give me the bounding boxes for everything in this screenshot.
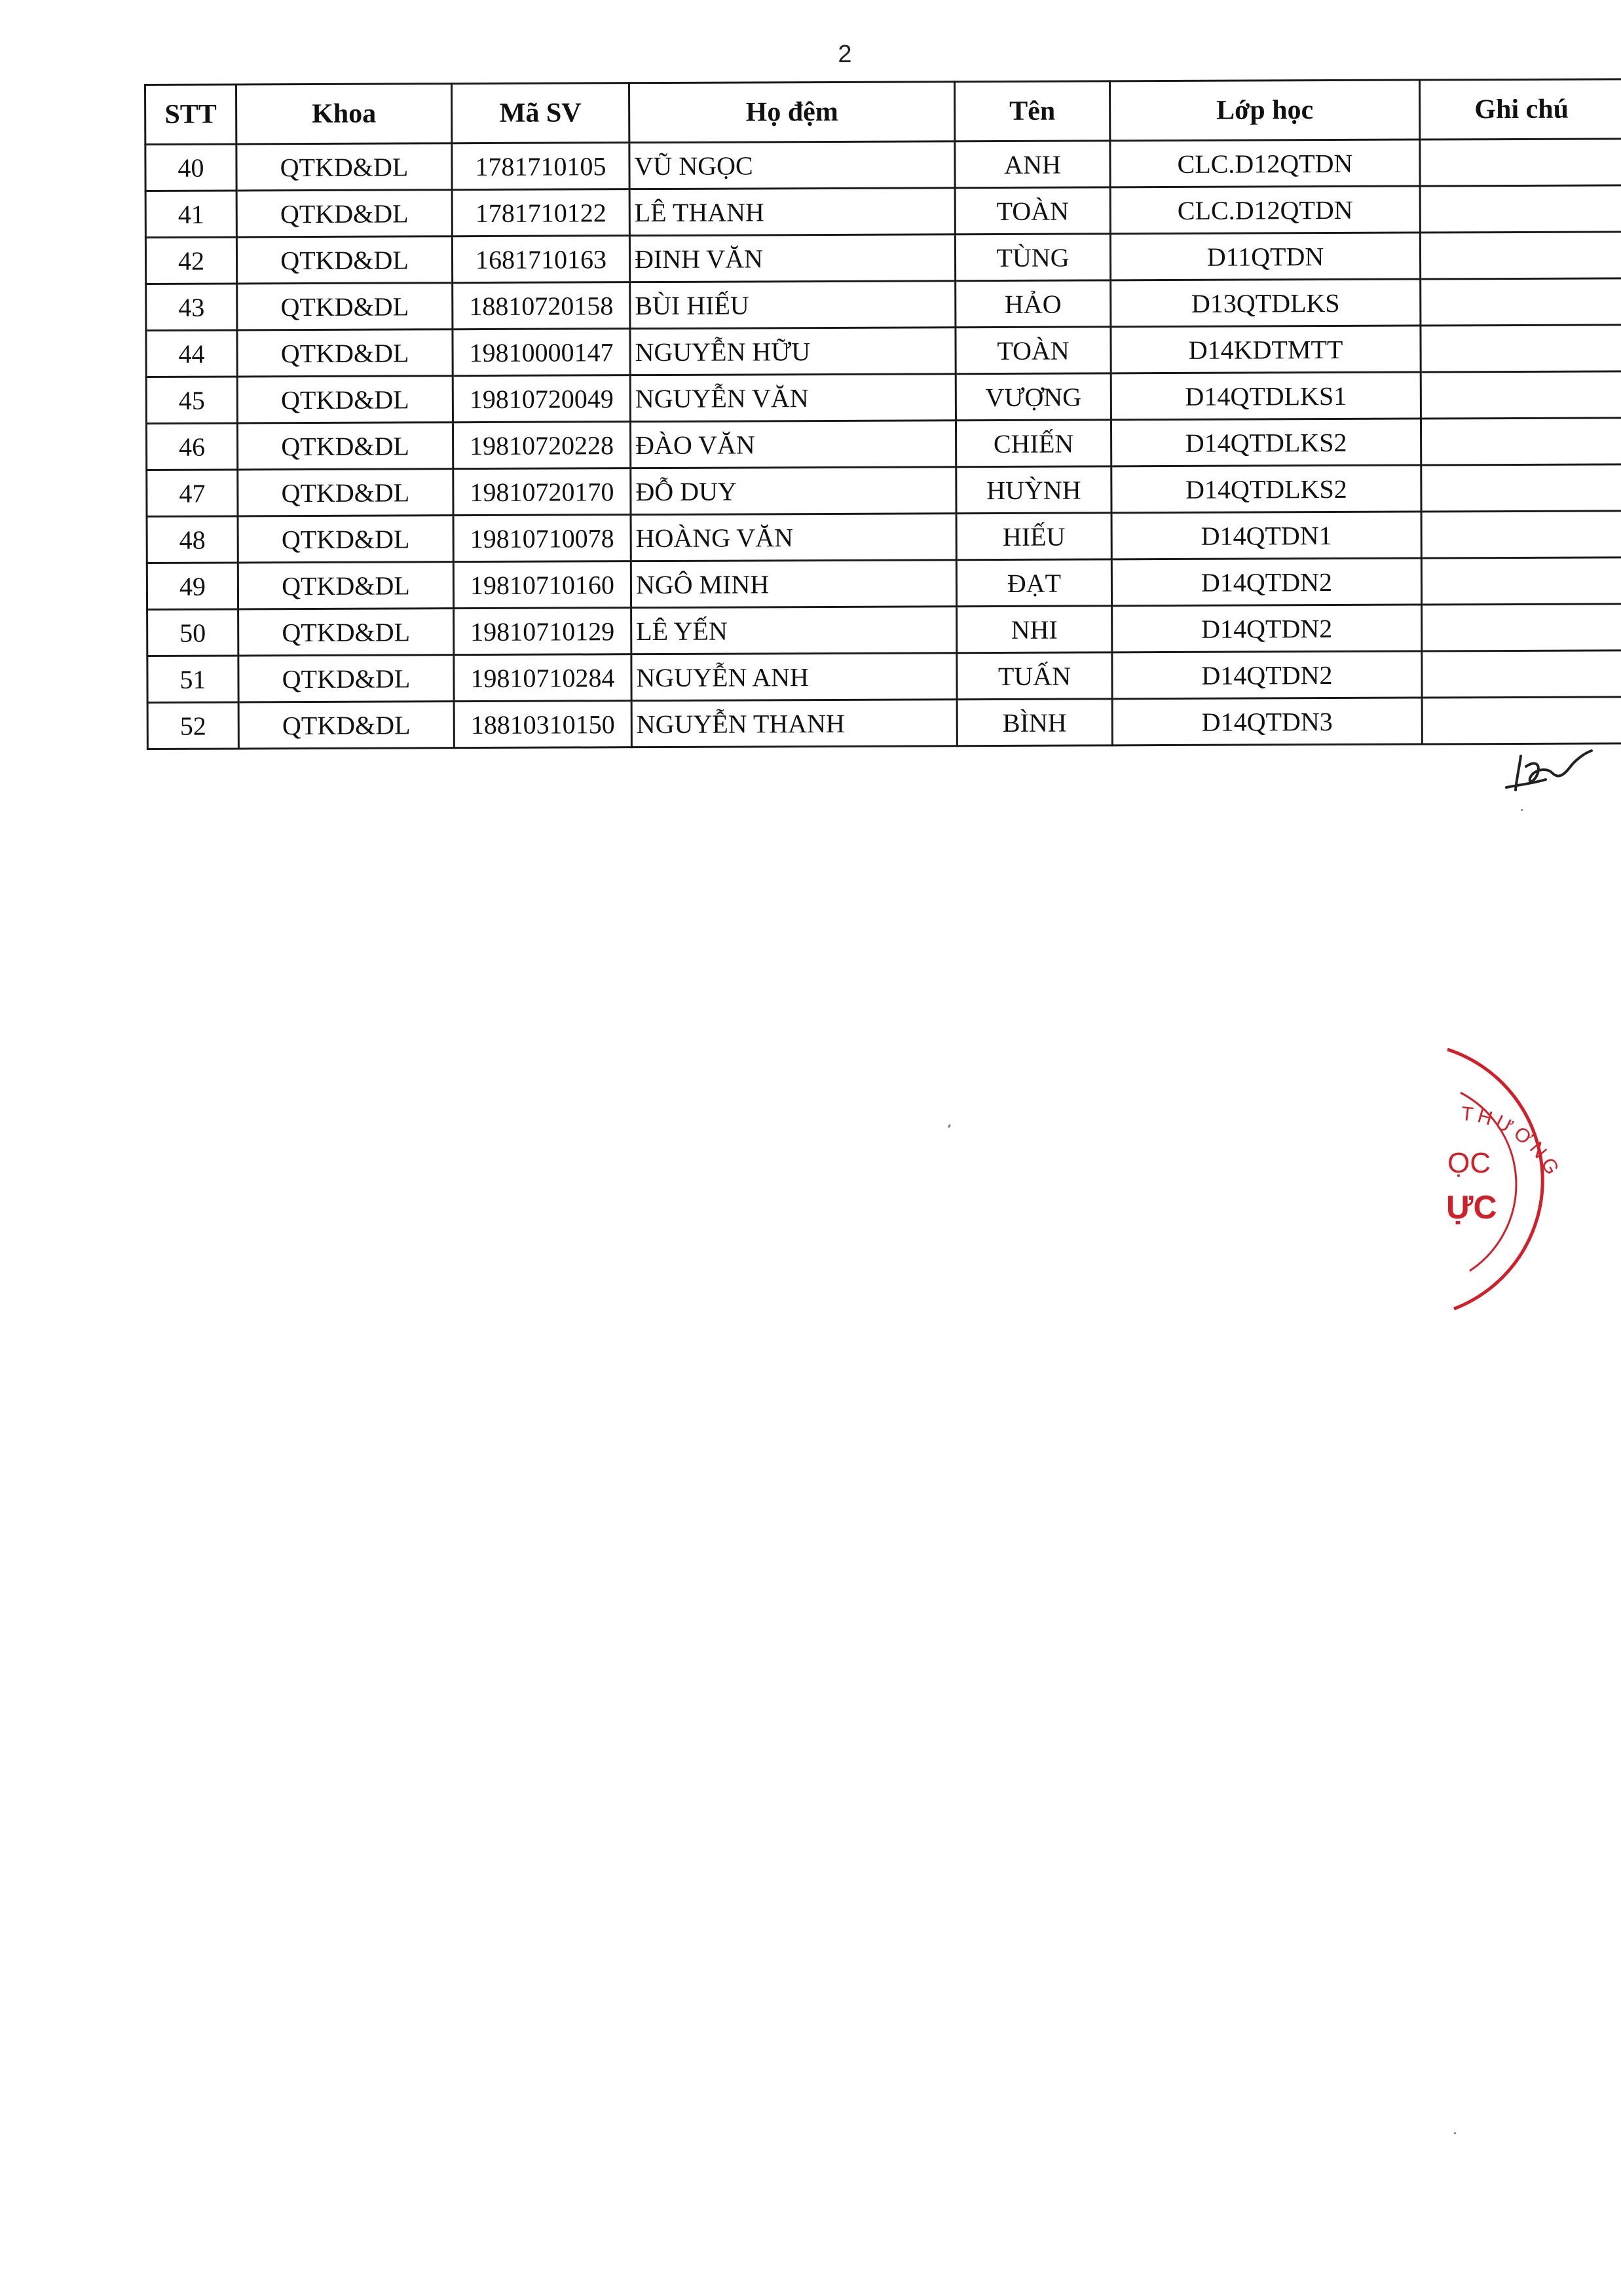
table-row [147, 650, 1621, 703]
cell-note [1422, 604, 1621, 651]
table-row [145, 185, 1621, 238]
cell-student-id: 19810710078 [453, 515, 631, 562]
cell-middle-name: HOÀNG VĂN [631, 514, 956, 561]
header-stt: STT [145, 85, 236, 145]
page-number: 2 [838, 41, 852, 68]
seal-arc-text: THƯƠNG [1460, 1102, 1565, 1182]
header-student-id: Mã SV [452, 83, 629, 143]
cell-class: D14QTDLKS2 [1111, 419, 1421, 466]
header-faculty: Khoa [236, 84, 452, 144]
table-row [147, 464, 1621, 517]
cell-student-id: 19810720228 [453, 422, 630, 469]
cell-note [1421, 371, 1621, 419]
table-header-row [145, 79, 1621, 145]
cell-student-id: 19810710284 [454, 654, 631, 702]
cell-middle-name: NGUYỄN VĂN [630, 374, 956, 422]
cell-faculty: QTKD&DL [237, 423, 453, 470]
student-roster-table [144, 78, 1621, 750]
cell-faculty: QTKD&DL [238, 562, 453, 609]
table-row [146, 418, 1621, 470]
cell-note [1421, 278, 1621, 326]
cell-note [1421, 557, 1621, 605]
cell-faculty: QTKD&DL [236, 236, 452, 284]
cell-faculty: QTKD&DL [237, 329, 453, 377]
cell-note [1422, 697, 1621, 744]
header-middle-name: Họ đệm [629, 82, 955, 143]
cell-first-name: TÙNG [955, 234, 1110, 281]
header-first-name: Tên [954, 81, 1109, 141]
cell-first-name: VƯỢNG [956, 373, 1111, 421]
cell-student-id: 19810710129 [454, 608, 631, 655]
cell-faculty: QTKD&DL [238, 609, 454, 656]
seal-text-line2: ỰC [1446, 1189, 1497, 1226]
cell-stt: 47 [147, 470, 238, 517]
cell-class: D14QTDLKS1 [1111, 372, 1421, 420]
header-note: Ghi chú [1419, 79, 1621, 140]
cell-student-id: 19810710160 [453, 561, 631, 609]
cell-class: D14QTDN2 [1112, 651, 1422, 699]
cell-class: D14QTDN2 [1112, 605, 1422, 652]
cell-student-id: 19810720170 [453, 468, 631, 516]
cell-note [1421, 325, 1621, 372]
scan-speck [948, 1124, 952, 1129]
cell-first-name: NHI [957, 606, 1112, 653]
cell-note [1420, 139, 1621, 186]
cell-student-id: 19810000147 [453, 329, 630, 376]
seal-text-line1: ỌC [1447, 1147, 1491, 1179]
cell-stt: 43 [146, 284, 237, 331]
cell-first-name: CHIẾN [956, 420, 1111, 467]
cell-class: D14QTDN3 [1112, 698, 1422, 745]
cell-stt: 42 [145, 237, 236, 284]
cell-class: D14QTDN1 [1111, 512, 1421, 559]
cell-stt: 52 [147, 702, 238, 749]
cell-faculty: QTKD&DL [237, 283, 453, 330]
cell-first-name: HẢO [956, 280, 1111, 328]
table-row [146, 278, 1621, 331]
cell-middle-name: BÙI HIẾU [630, 281, 956, 329]
cell-middle-name: ĐÀO VĂN [630, 421, 956, 468]
cell-student-id: 1681710163 [452, 236, 629, 283]
cell-stt: 49 [147, 563, 238, 610]
cell-student-id: 18810310150 [454, 701, 631, 748]
cell-middle-name: VŨ NGỌC [629, 141, 955, 189]
signature-initials [1500, 747, 1598, 799]
cell-middle-name: LÊ YẾN [631, 607, 957, 654]
cell-faculty: QTKD&DL [238, 516, 453, 563]
cell-middle-name: NGUYỄN HỮU [630, 328, 956, 375]
cell-middle-name: LÊ THANH [629, 188, 955, 236]
cell-first-name: ĐẠT [956, 559, 1111, 607]
cell-faculty: QTKD&DL [238, 702, 454, 749]
cell-student-id: 18810720158 [453, 282, 630, 329]
cell-note [1422, 650, 1621, 698]
cell-class: CLC.D12QTDN [1110, 140, 1420, 187]
cell-first-name: TOÀN [955, 187, 1110, 235]
cell-first-name: HUỲNH [956, 466, 1111, 514]
cell-stt: 41 [145, 191, 236, 238]
cell-class: D14QTDLKS2 [1111, 465, 1421, 513]
cell-class: D13QTDLKS [1111, 279, 1421, 327]
cell-class: CLC.D12QTDN [1110, 186, 1420, 234]
cell-stt: 50 [147, 609, 238, 656]
cell-stt: 51 [147, 656, 238, 703]
table-row [147, 604, 1621, 656]
cell-faculty: QTKD&DL [238, 469, 453, 516]
cell-stt: 44 [146, 330, 237, 377]
table-row [147, 697, 1621, 749]
official-red-seal [1434, 1042, 1592, 1317]
table-row [147, 511, 1621, 563]
cell-first-name: TOÀN [956, 327, 1111, 374]
cell-faculty: QTKD&DL [236, 190, 452, 237]
cell-student-id: 19810720049 [453, 375, 630, 423]
header-class: Lớp học [1109, 80, 1419, 141]
cell-faculty: QTKD&DL [238, 655, 454, 702]
scan-speck [1454, 2132, 1456, 2134]
cell-student-id: 1781710105 [452, 143, 629, 190]
table-row [146, 371, 1621, 424]
cell-faculty: QTKD&DL [237, 376, 453, 423]
cell-class: D14KDTMTT [1111, 326, 1421, 373]
cell-first-name: TUẤN [957, 652, 1112, 700]
table-row [145, 139, 1621, 191]
scan-speck [1521, 809, 1523, 811]
cell-note [1421, 464, 1621, 512]
cell-faculty: QTKD&DL [236, 143, 452, 191]
cell-note [1420, 185, 1621, 233]
cell-middle-name: NGUYỄN THANH [631, 700, 957, 747]
cell-note [1420, 232, 1621, 279]
cell-first-name: ANH [955, 141, 1110, 188]
cell-stt: 45 [146, 377, 237, 424]
cell-first-name: BÌNH [957, 699, 1112, 746]
cell-first-name: HIẾU [956, 513, 1111, 560]
cell-middle-name: NGÔ MINH [631, 560, 956, 608]
cell-class: D14QTDN2 [1111, 558, 1421, 606]
cell-middle-name: ĐỖ DUY [631, 467, 956, 515]
table-row [146, 325, 1621, 377]
cell-note [1421, 511, 1621, 558]
cell-middle-name: NGUYỄN ANH [631, 653, 957, 701]
cell-middle-name: ĐINH VĂN [629, 235, 955, 282]
table-row [147, 557, 1621, 610]
cell-stt: 40 [145, 144, 236, 191]
cell-class: D11QTDN [1110, 233, 1420, 280]
cell-stt: 48 [147, 516, 238, 563]
cell-stt: 46 [146, 423, 237, 470]
cell-note [1421, 418, 1621, 465]
table-row [145, 232, 1621, 284]
cell-student-id: 1781710122 [452, 189, 629, 236]
